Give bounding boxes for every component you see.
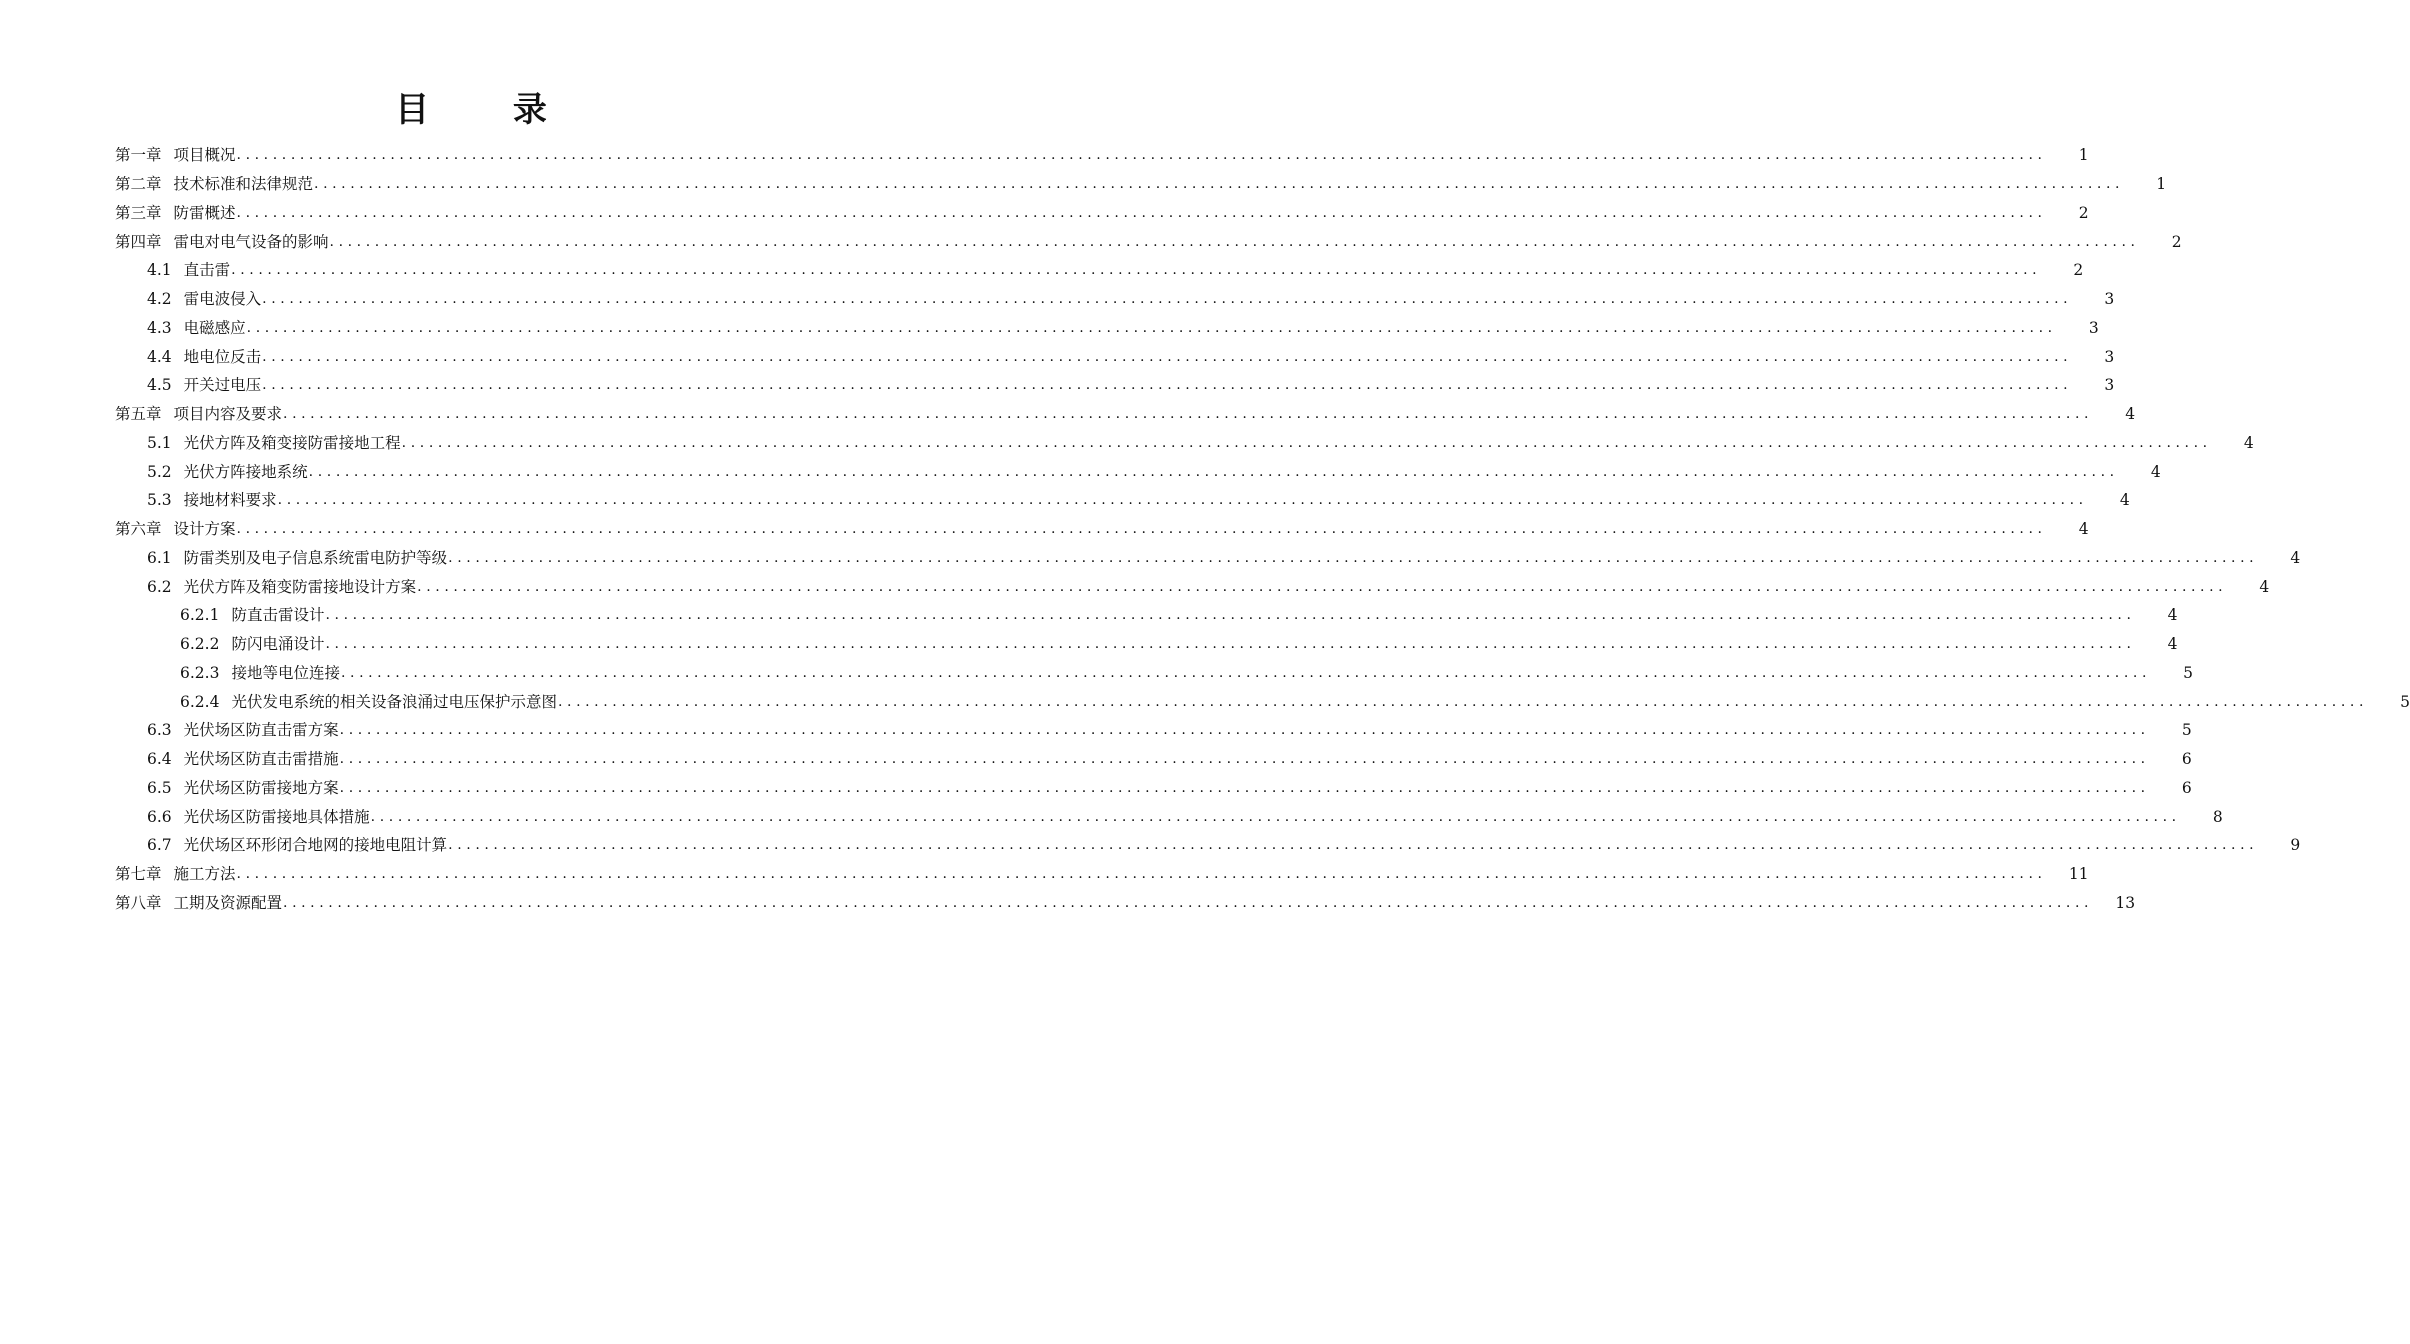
toc-entry-label xyxy=(115,145,236,165)
toc-entry[interactable] xyxy=(0,687,2410,716)
toc-entry[interactable] xyxy=(0,486,2130,515)
toc-leader-dots: ........................................................................................................................................................................................................ xyxy=(325,636,2136,653)
toc-entry-number: 第一章 xyxy=(115,146,162,165)
toc-entry-text: 光伏方阵及箱变接防雷接地工程 xyxy=(183,433,401,452)
toc-page-number: 5 xyxy=(2400,692,2410,711)
toc-entry-text: 项目内容及要求 xyxy=(173,405,283,424)
toc-entry[interactable] xyxy=(0,601,2178,630)
toc-entry[interactable] xyxy=(0,256,2084,285)
toc-page-number: 2 xyxy=(2171,232,2182,251)
toc-page-number: 3 xyxy=(2104,376,2115,395)
toc-entry[interactable] xyxy=(0,227,2182,256)
toc-entry-text: 防雷类别及电子信息系统雷电防护等级 xyxy=(183,548,448,567)
toc-entry-label xyxy=(147,490,277,510)
toc-entry-number: 5.3 xyxy=(147,491,172,510)
toc-entry[interactable] xyxy=(0,889,2136,918)
toc-entry-label xyxy=(180,692,557,712)
toc-leader-dots: ........................................................................................................................................................................................................ xyxy=(325,607,2136,624)
page-title: 目 录 xyxy=(395,90,583,130)
toc-leader-dots: ........................................................................................................................................................................................................ xyxy=(236,521,2047,538)
toc-entry-number: 第七章 xyxy=(115,865,162,884)
toc-page-number: 5 xyxy=(2183,663,2194,682)
toc-entry-number: 6.6 xyxy=(147,807,172,826)
toc-entry-text: 雷电波侵入 xyxy=(183,290,262,309)
toc-entry[interactable] xyxy=(0,371,2115,400)
toc-entry-text: 光伏场区防雷接地具体措施 xyxy=(183,807,370,826)
toc-page-number: 4 xyxy=(2167,606,2178,625)
toc-entry-text: 防雷概述 xyxy=(173,203,236,222)
toc-entry-text: 工期及资源配置 xyxy=(173,893,283,912)
toc-entry-number: 6.2.1 xyxy=(180,606,220,625)
toc-page-number: 1 xyxy=(2078,146,2089,165)
toc-entry-label xyxy=(147,347,261,367)
toc-entry-number: 4.3 xyxy=(147,318,172,337)
toc-entry-text: 施工方法 xyxy=(173,865,236,884)
toc-entry-label xyxy=(180,605,324,625)
toc-page-number: 4 xyxy=(2290,548,2301,567)
toc-entry-label xyxy=(147,548,447,568)
toc-entry[interactable] xyxy=(0,860,2089,889)
toc-entry-label xyxy=(147,778,339,798)
toc-entry-number: 6.2 xyxy=(147,577,172,596)
toc-leader-dots: ........................................................................................................................................................................................................ xyxy=(277,492,2088,509)
toc-entry-label xyxy=(147,375,261,395)
toc-entry[interactable] xyxy=(0,457,2161,486)
toc-entry[interactable] xyxy=(0,802,2223,831)
toc-entry-number: 6.2.3 xyxy=(180,663,220,682)
toc-entry[interactable] xyxy=(0,659,2194,688)
toc-page-number: 3 xyxy=(2088,318,2099,337)
toc-page-number: 4 xyxy=(2167,635,2178,654)
toc-page-number: 4 xyxy=(2150,462,2161,481)
toc-page-number: 4 xyxy=(2119,491,2130,510)
toc-entry-text: 电磁感应 xyxy=(183,318,246,337)
toc-entry-text: 设计方案 xyxy=(173,520,236,539)
toc-entry-label xyxy=(115,864,236,884)
toc-entry-text: 直击雷 xyxy=(183,261,231,280)
toc-entry-text: 接地材料要求 xyxy=(183,491,277,510)
toc-entry-label xyxy=(147,289,261,309)
toc-leader-dots: ........................................................................................................................................................................................................ xyxy=(262,377,2073,394)
toc-leader-dots: ........................................................................................................................................................................................................ xyxy=(370,808,2181,825)
toc-page-number: 6 xyxy=(2181,778,2192,797)
toc-entry-label xyxy=(147,318,246,338)
toc-entry-label xyxy=(147,260,230,280)
toc-entry-text: 光伏方阵及箱变防雷接地设计方案 xyxy=(183,577,417,596)
toc-entry-text: 地电位反击 xyxy=(183,347,262,366)
toc-leader-dots: ........................................................................................................................................................................................................ xyxy=(448,549,2259,566)
toc-page-number: 9 xyxy=(2290,836,2301,855)
toc-entry-number: 第二章 xyxy=(115,175,162,194)
toc-entry-text: 接地等电位连接 xyxy=(231,663,340,682)
toc-entry-number: 6.4 xyxy=(147,750,172,769)
toc-entry[interactable] xyxy=(0,831,2301,860)
toc-entry-text: 开关过电压 xyxy=(183,376,262,395)
toc-entry-number: 6.7 xyxy=(147,836,172,855)
toc-leader-dots: ........................................................................................................................................................................................................ xyxy=(262,291,2073,308)
table-of-contents xyxy=(0,141,2410,917)
toc-page-number: 2 xyxy=(2073,261,2084,280)
toc-leader-dots: ........................................................................................................................................................................................................ xyxy=(236,204,2047,221)
toc-entry[interactable] xyxy=(0,141,2089,170)
toc-entry-text: 光伏场区防直击雷措施 xyxy=(183,750,339,769)
toc-page-number: 2 xyxy=(2078,203,2089,222)
toc-entry-number: 第六章 xyxy=(115,520,162,539)
toc-entry-text: 光伏场区防直击雷方案 xyxy=(183,721,339,740)
toc-entry-label xyxy=(147,720,339,740)
toc-leader-dots: ........................................................................................................................................................................................................ xyxy=(329,233,2140,250)
toc-entry-label xyxy=(180,634,324,654)
toc-page-number: 11 xyxy=(2068,865,2089,884)
toc-page-number: 8 xyxy=(2212,807,2223,826)
toc-entry[interactable] xyxy=(0,572,2270,601)
toc-leader-dots: ........................................................................................................................................................................................................ xyxy=(417,578,2228,595)
toc-page-number: 3 xyxy=(2104,290,2115,309)
toc-entry-text: 防直击雷设计 xyxy=(231,606,325,625)
toc-leader-dots: ........................................................................................................................................................................................................ xyxy=(231,262,2042,279)
toc-entry-text: 光伏场区环形闭合地网的接地电阻计算 xyxy=(183,836,448,855)
toc-entry-text: 防闪电涌设计 xyxy=(231,635,325,654)
toc-entry[interactable] xyxy=(0,199,2089,228)
toc-entry[interactable] xyxy=(0,342,2115,371)
toc-page-number: 1 xyxy=(2156,175,2167,194)
toc-page-number: 3 xyxy=(2104,347,2115,366)
toc-entry-label xyxy=(147,749,339,769)
toc-entry-label xyxy=(115,519,236,539)
toc-leader-dots: ........................................................................................................................................................................................................ xyxy=(262,348,2073,365)
toc-leader-dots: ........................................................................................................................................................................................................ xyxy=(314,176,2125,193)
toc-entry-label xyxy=(115,404,282,424)
toc-entry-number: 第三章 xyxy=(115,203,162,222)
toc-leader-dots: ........................................................................................................................................................................................................ xyxy=(339,722,2150,739)
toc-leader-dots: ........................................................................................................................................................................................................ xyxy=(246,319,2057,336)
toc-entry-number: 4.1 xyxy=(147,261,172,280)
toc-entry-label xyxy=(147,433,401,453)
toc-entry-number: 第八章 xyxy=(115,893,162,912)
toc-entry-label xyxy=(115,893,282,913)
toc-page-number: 4 xyxy=(2259,577,2270,596)
toc-page-number: 4 xyxy=(2243,433,2254,452)
toc-entry-text: 雷电对电气设备的影响 xyxy=(173,232,329,251)
toc-entry-label xyxy=(147,462,308,482)
toc-entry[interactable] xyxy=(0,515,2089,544)
toc-leader-dots: ........................................................................................................................................................................................................ xyxy=(339,751,2150,768)
toc-leader-dots: ........................................................................................................................................................................................................ xyxy=(236,866,2047,883)
toc-entry[interactable] xyxy=(0,745,2192,774)
toc-entry[interactable] xyxy=(0,544,2301,573)
toc-entry-label xyxy=(115,203,236,223)
toc-entry-text: 技术标准和法律规范 xyxy=(173,175,314,194)
toc-entry-number: 4.5 xyxy=(147,376,172,395)
toc-entry-number: 第四章 xyxy=(115,232,162,251)
toc-leader-dots: ........................................................................................................................................................................................................ xyxy=(557,693,2369,710)
toc-leader-dots: ........................................................................................................................................................................................................ xyxy=(448,837,2259,854)
toc-entry[interactable] xyxy=(0,429,2254,458)
toc-page-number: 4 xyxy=(2125,405,2136,424)
toc-leader-dots: ........................................................................................................................................................................................................ xyxy=(401,434,2212,451)
toc-leader-dots: ........................................................................................................................................................................................................ xyxy=(339,779,2150,796)
toc-entry[interactable] xyxy=(0,774,2192,803)
toc-entry-number: 6.1 xyxy=(147,548,172,567)
toc-entry[interactable] xyxy=(0,400,2136,429)
toc-entry-number: 6.3 xyxy=(147,721,172,740)
toc-leader-dots: ........................................................................................................................................................................................................ xyxy=(340,664,2152,681)
toc-entry-number: 6.2.2 xyxy=(180,635,220,654)
toc-entry[interactable] xyxy=(0,285,2115,314)
toc-entry-number: 6.2.4 xyxy=(180,692,220,711)
toc-page-number: 5 xyxy=(2181,721,2192,740)
toc-entry-number: 4.4 xyxy=(147,347,172,366)
toc-entry-label xyxy=(180,663,340,683)
toc-entry[interactable] xyxy=(0,314,2099,343)
toc-entry-number: 6.5 xyxy=(147,778,172,797)
toc-entry-text: 项目概况 xyxy=(173,146,236,165)
toc-entry-label xyxy=(147,577,416,597)
toc-entry-text: 光伏场区防雷接地方案 xyxy=(183,778,339,797)
toc-entry-text: 光伏发电系统的相关设备浪涌过电压保护示意图 xyxy=(231,692,557,711)
toc-page-number: 4 xyxy=(2078,520,2089,539)
toc-leader-dots: ........................................................................................................................................................................................................ xyxy=(283,406,2094,423)
toc-entry[interactable] xyxy=(0,170,2167,199)
toc-entry-number: 5.1 xyxy=(147,433,172,452)
toc-entry-label xyxy=(115,232,329,252)
toc-entry-number: 4.2 xyxy=(147,290,172,309)
toc-entry-text: 光伏方阵接地系统 xyxy=(183,462,308,481)
toc-leader-dots: ........................................................................................................................................................................................................ xyxy=(236,147,2047,164)
toc-entry-label xyxy=(115,174,313,194)
toc-leader-dots: ........................................................................................................................................................................................................ xyxy=(283,894,2094,911)
toc-entry-label xyxy=(147,835,447,855)
toc-leader-dots: ........................................................................................................................................................................................................ xyxy=(308,463,2119,480)
toc-entry-number: 第五章 xyxy=(115,405,162,424)
toc-page-number: 6 xyxy=(2181,750,2192,769)
toc-entry[interactable] xyxy=(0,716,2192,745)
toc-page-number: 13 xyxy=(2115,893,2136,912)
toc-entry[interactable] xyxy=(0,630,2178,659)
toc-entry-number: 5.2 xyxy=(147,462,172,481)
toc-entry-label xyxy=(147,807,370,827)
